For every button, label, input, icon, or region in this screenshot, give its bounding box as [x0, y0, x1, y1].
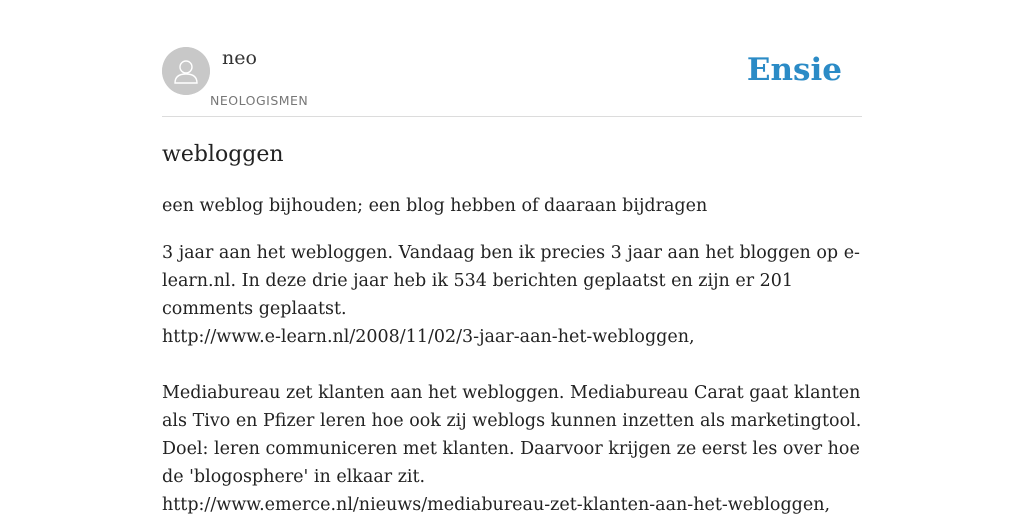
- definition-text: een weblog bijhouden; een blog hebben of daaraan bijdragen: [162, 196, 708, 216]
- example-text: Mediabureau zet klanten aan het webloggen. Mediabureau Carat gaat klanten als Tivo en Pfizer leren hoe ook zij weblogs kunnen inzetten als marketingtool. Doel: leren communiceren met klanten. Daarvoor krijgen ze eerst les over hoe de 'blogosphere' in elkaar zit.: [162, 383, 862, 487]
- examples-block: [162, 239, 867, 519]
- avatar[interactable]: [162, 47, 210, 95]
- example-source-link[interactable]: http://www.e-learn.nl/2008/11/02/3-jaar-aan-het-webloggen,: [162, 327, 695, 347]
- username-link[interactable]: neo: [222, 47, 257, 69]
- group-label[interactable]: NEOLOGISMEN: [210, 93, 309, 108]
- word-title: webloggen: [162, 142, 284, 167]
- page-container: [162, 0, 862, 515]
- brand-logo[interactable]: Ensie: [746, 52, 842, 88]
- user-silhouette-icon: [162, 47, 210, 95]
- example-text: 3 jaar aan het webloggen. Vandaag ben ik precies 3 jaar aan het bloggen op e-learn.nl. In deze drie jaar heb ik 534 berichten geplaatst en zijn er 201 comments geplaatst.: [162, 243, 860, 319]
- header: [162, 0, 862, 117]
- paragraph-gap: [162, 351, 867, 379]
- example-source-link[interactable]: http://www.emerce.nl/nieuws/mediabureau-zet-klanten-aan-het-webloggen,: [162, 495, 831, 515]
